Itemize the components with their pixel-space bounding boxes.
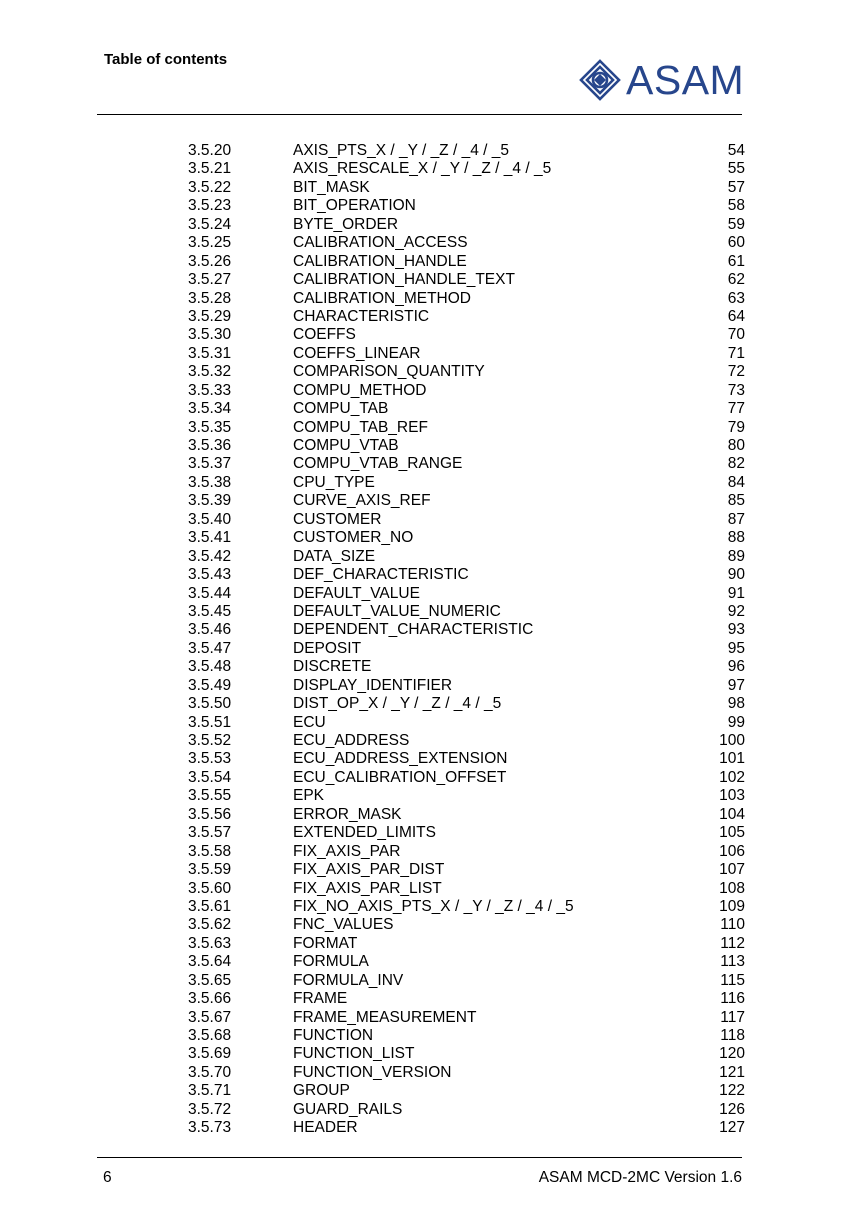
toc-section-number: 3.5.61: [188, 897, 232, 915]
toc-entry[interactable]: [188, 529, 745, 547]
toc-section-title: FIX_AXIS_PAR_DIST: [293, 861, 445, 879]
toc-section-title: DISCRETE: [293, 658, 372, 676]
toc-entry[interactable]: [188, 271, 745, 289]
toc-entry[interactable]: [188, 160, 745, 178]
toc-section-number: 3.5.48: [188, 658, 232, 676]
toc-section-title: DISPLAY_IDENTIFIER: [293, 676, 453, 694]
toc-entry[interactable]: [188, 1009, 745, 1027]
toc-page-number: 87: [727, 510, 745, 528]
toc-section-title: ECU_ADDRESS_EXTENSION: [293, 750, 508, 768]
toc-page-number: 96: [727, 658, 745, 676]
toc-section-number: 3.5.35: [188, 418, 232, 436]
toc-section-number: 3.5.43: [188, 566, 232, 584]
toc-section-number: 3.5.46: [188, 621, 232, 639]
toc-section-title: GROUP: [293, 1082, 350, 1100]
toc-page-number: 58: [727, 197, 745, 215]
toc-section-number: 3.5.50: [188, 695, 232, 713]
toc-section-title: COMPU_TAB: [293, 400, 389, 418]
toc-entry[interactable]: [188, 308, 745, 326]
toc-entry[interactable]: [188, 1045, 745, 1063]
toc-section-title: CALIBRATION_HANDLE_TEXT: [293, 271, 515, 289]
toc-section-number: 3.5.45: [188, 602, 232, 620]
toc-page-number: 92: [727, 602, 745, 620]
toc-page-number: 118: [720, 1027, 745, 1044]
toc-section-number: 3.5.36: [188, 437, 232, 454]
toc-section-title: DATA_SIZE: [293, 547, 376, 565]
toc-section-title: FRAME: [293, 990, 348, 1008]
toc-entry[interactable]: [188, 400, 745, 418]
toc-entry[interactable]: [188, 326, 745, 344]
toc-section-number: 3.5.64: [188, 953, 232, 971]
toc-section-number: 3.5.72: [188, 1100, 232, 1118]
toc-section-number: 3.5.53: [188, 750, 232, 768]
toc-page-number: 70: [727, 326, 745, 344]
header-divider: [97, 114, 742, 115]
toc-page-number: 80: [727, 437, 745, 454]
toc-entry[interactable]: [188, 511, 745, 529]
toc-page-number: 98: [727, 695, 745, 713]
toc-entry[interactable]: [188, 714, 745, 732]
toc-entry[interactable]: [188, 880, 745, 898]
toc-page-number: 127: [719, 1119, 745, 1137]
toc-entry[interactable]: [188, 234, 745, 252]
toc-section-number: 3.5.20: [188, 142, 232, 159]
toc-section-number: 3.5.34: [188, 400, 232, 418]
toc-page-number: 95: [727, 639, 745, 657]
toc-entry[interactable]: [188, 677, 745, 695]
toc-entry[interactable]: [188, 769, 745, 787]
toc-page-number: 71: [727, 344, 745, 362]
toc-section-number: 3.5.24: [188, 215, 232, 233]
toc-page-number: 101: [719, 750, 745, 768]
toc-entry[interactable]: [188, 1119, 745, 1137]
toc-entry[interactable]: [188, 1082, 745, 1100]
toc-list: [188, 142, 745, 1138]
toc-section-number: 3.5.42: [188, 547, 232, 565]
toc-section-title: FIX_AXIS_PAR_LIST: [293, 879, 442, 897]
toc-page-number: 93: [727, 621, 745, 639]
toc-section-number: 3.5.32: [188, 363, 232, 381]
toc-page-number: 117: [720, 1008, 745, 1026]
toc-page-number: 116: [720, 990, 745, 1008]
toc-entry[interactable]: [188, 806, 745, 824]
toc-entry[interactable]: [188, 972, 745, 990]
page-header-title: Table of contents: [104, 51, 228, 68]
toc-section-number: 3.5.55: [188, 787, 232, 805]
toc-page-number: 55: [727, 160, 745, 178]
toc-entry[interactable]: [188, 179, 745, 197]
toc-section-title: GUARD_RAILS: [293, 1100, 403, 1118]
toc-section-title: ECU_CALIBRATION_OFFSET: [293, 768, 507, 786]
toc-section-title: COMPU_VTAB_RANGE: [293, 455, 463, 473]
toc-section-title: DEFAULT_VALUE: [293, 584, 420, 602]
logo-text: ASAM: [626, 57, 745, 103]
toc-entry[interactable]: [188, 548, 745, 566]
toc-section-number: 3.5.40: [188, 510, 232, 528]
toc-section-title: EPK: [293, 787, 325, 805]
toc-page-number: 61: [727, 252, 745, 270]
toc-page-number: 105: [719, 824, 745, 842]
toc-section-title: COMPU_TAB_REF: [293, 418, 428, 436]
toc-section-number: 3.5.51: [188, 713, 232, 731]
toc-section-title: BIT_OPERATION: [293, 197, 416, 215]
toc-section-number: 3.5.33: [188, 381, 232, 399]
toc-section-number: 3.5.37: [188, 455, 232, 473]
toc-entry[interactable]: [188, 621, 745, 639]
toc-section-title: DEFAULT_VALUE_NUMERIC: [293, 602, 501, 620]
toc-entry[interactable]: [188, 197, 745, 215]
toc-entry[interactable]: [188, 474, 745, 492]
toc-section-title: ECU_ADDRESS: [293, 732, 410, 749]
toc-section-title: CPU_TYPE: [293, 473, 375, 491]
toc-entry[interactable]: [188, 898, 745, 916]
toc-section-title: FUNCTION_LIST: [293, 1045, 415, 1063]
toc-entry[interactable]: [188, 216, 745, 234]
toc-section-number: 3.5.63: [188, 934, 232, 952]
toc-page-number: 77: [727, 400, 745, 418]
toc-section-number: 3.5.39: [188, 492, 232, 510]
toc-page-number: 109: [719, 897, 745, 915]
toc-section-title: AXIS_PTS_X / _Y / _Z / _4 / _5: [293, 142, 509, 159]
toc-section-title: COMPARISON_QUANTITY: [293, 363, 485, 381]
toc-section-number: 3.5.29: [188, 307, 232, 325]
toc-section-number: 3.5.21: [188, 160, 232, 178]
toc-section-title: FUNCTION: [293, 1027, 374, 1044]
toc-section-title: ERROR_MASK: [293, 805, 402, 823]
toc-section-title: FRAME_MEASUREMENT: [293, 1008, 477, 1026]
toc-page-number: 103: [719, 787, 745, 805]
toc-section-title: BYTE_ORDER: [293, 215, 399, 233]
toc-section-title: DEPOSIT: [293, 639, 362, 657]
toc-section-title: COMPU_METHOD: [293, 381, 427, 399]
toc-entry[interactable]: [188, 990, 745, 1008]
toc-section-title: FORMULA_INV: [293, 971, 404, 989]
toc-section-number: 3.5.52: [188, 732, 232, 749]
toc-section-title: CALIBRATION_HANDLE: [293, 252, 467, 270]
toc-page-number: 63: [727, 289, 745, 307]
toc-section-title: FIX_AXIS_PAR: [293, 842, 401, 860]
toc-section-title: CHARACTERISTIC: [293, 307, 430, 325]
toc-section-number: 3.5.73: [188, 1119, 232, 1137]
toc-section-number: 3.5.38: [188, 473, 232, 491]
toc-entry[interactable]: [188, 437, 745, 455]
toc-section-title: BIT_MASK: [293, 178, 370, 196]
toc-section-title: COEFFS: [293, 326, 356, 344]
toc-section-title: FORMAT: [293, 934, 358, 952]
toc-entry[interactable]: [188, 382, 745, 400]
toc-section-number: 3.5.47: [188, 639, 232, 657]
toc-section-title: AXIS_RESCALE_X / _Y / _Z / _4 / _5: [293, 160, 552, 178]
toc-entry[interactable]: [188, 843, 745, 861]
toc-section-number: 3.5.25: [188, 234, 232, 252]
toc-page-number: 90: [727, 566, 745, 584]
footer-page-number: 6: [103, 1169, 112, 1186]
toc-section-title: FNC_VALUES: [293, 916, 394, 934]
toc-entry[interactable]: [188, 603, 745, 621]
toc-section-title: FUNCTION_VERSION: [293, 1063, 452, 1081]
toc-section-title: EXTENDED_LIMITS: [293, 824, 436, 842]
toc-page-number: 122: [719, 1082, 745, 1100]
toc-page-number: 113: [720, 953, 745, 971]
toc-section-number: 3.5.70: [188, 1063, 232, 1081]
toc-entry[interactable]: [188, 1101, 745, 1119]
toc-entry[interactable]: [188, 290, 745, 308]
toc-page-number: 54: [727, 142, 745, 159]
toc-page-number: 107: [719, 861, 745, 879]
toc-entry[interactable]: [188, 824, 745, 842]
toc-section-number: 3.5.23: [188, 197, 232, 215]
toc-entry[interactable]: [188, 640, 745, 658]
toc-entry[interactable]: [188, 953, 745, 971]
toc-page-number: 82: [727, 455, 745, 473]
toc-section-title: FORMULA: [293, 953, 369, 971]
toc-entry[interactable]: [188, 732, 745, 750]
toc-section-title: COEFFS_LINEAR: [293, 344, 421, 362]
toc-section-title: FIX_NO_AXIS_PTS_X / _Y / _Z / _4 / _5: [293, 897, 574, 915]
footer-document-title: ASAM MCD-2MC Version 1.6: [538, 1169, 742, 1186]
toc-section-number: 3.5.30: [188, 326, 232, 344]
toc-page-number: 100: [719, 732, 745, 749]
asam-logo: [578, 58, 744, 102]
toc-page-number: 115: [720, 971, 745, 989]
toc-section-number: 3.5.69: [188, 1045, 232, 1063]
toc-page-number: 104: [719, 805, 745, 823]
toc-section-number: 3.5.59: [188, 861, 232, 879]
toc-entry[interactable]: [188, 419, 745, 437]
toc-entry[interactable]: [188, 363, 745, 381]
toc-entry[interactable]: [188, 492, 745, 510]
toc-section-number: 3.5.22: [188, 178, 232, 196]
toc-entry[interactable]: [188, 658, 745, 676]
toc-page-number: 73: [727, 381, 745, 399]
toc-page-number: 89: [727, 547, 745, 565]
toc-entry[interactable]: [188, 345, 745, 363]
toc-page-number: 112: [720, 934, 745, 952]
toc-section-number: 3.5.56: [188, 805, 232, 823]
toc-section-number: 3.5.27: [188, 271, 232, 289]
toc-section-title: DEF_CHARACTERISTIC: [293, 566, 469, 584]
toc-page-number: 97: [727, 676, 745, 694]
toc-page-number: 88: [727, 529, 745, 547]
toc-page-number: 72: [727, 363, 745, 381]
toc-section-title: CUSTOMER: [293, 510, 382, 528]
toc-page-number: 110: [720, 916, 745, 934]
toc-page-number: 106: [719, 842, 745, 860]
toc-section-title: CALIBRATION_ACCESS: [293, 234, 468, 252]
toc-entry[interactable]: [188, 455, 745, 473]
toc-entry[interactable]: [188, 585, 745, 603]
toc-entry[interactable]: [188, 142, 745, 160]
toc-section-number: 3.5.68: [188, 1027, 232, 1044]
toc-page-number: 99: [727, 713, 745, 731]
toc-page-number: 121: [719, 1063, 745, 1081]
footer-divider: [97, 1157, 742, 1158]
toc-section-title: COMPU_VTAB: [293, 437, 399, 454]
toc-page-number: 60: [727, 234, 745, 252]
toc-section-number: 3.5.66: [188, 990, 232, 1008]
toc-entry[interactable]: [188, 787, 745, 805]
toc-section-number: 3.5.26: [188, 252, 232, 270]
toc-section-number: 3.5.31: [188, 344, 232, 362]
toc-page-number: 79: [727, 418, 745, 436]
toc-page-number: 84: [727, 473, 745, 491]
toc-entry[interactable]: [188, 861, 745, 879]
toc-section-number: 3.5.62: [188, 916, 232, 934]
toc-section-number: 3.5.54: [188, 768, 232, 786]
toc-section-title: DIST_OP_X / _Y / _Z / _4 / _5: [293, 695, 502, 713]
toc-section-title: CURVE_AXIS_REF: [293, 492, 431, 510]
toc-entry[interactable]: [188, 1027, 745, 1045]
toc-section-title: DEPENDENT_CHARACTERISTIC: [293, 621, 534, 639]
toc-section-number: 3.5.67: [188, 1008, 232, 1026]
toc-entry[interactable]: [188, 935, 745, 953]
toc-section-number: 3.5.57: [188, 824, 232, 842]
toc-entry[interactable]: [188, 695, 745, 713]
toc-entry[interactable]: [188, 916, 745, 934]
toc-section-number: 3.5.65: [188, 971, 232, 989]
toc-section-number: 3.5.41: [188, 529, 232, 547]
toc-section-number: 3.5.49: [188, 676, 232, 694]
toc-page-number: 126: [719, 1100, 745, 1118]
toc-section-number: 3.5.28: [188, 289, 232, 307]
toc-section-title: ECU: [293, 713, 326, 731]
toc-section-number: 3.5.60: [188, 879, 232, 897]
toc-section-number: 3.5.58: [188, 842, 232, 860]
toc-page-number: 62: [727, 271, 745, 289]
toc-section-title: HEADER: [293, 1119, 358, 1137]
toc-entry[interactable]: [188, 566, 745, 584]
asam-logo-icon: [578, 58, 622, 102]
toc-section-title: CUSTOMER_NO: [293, 529, 414, 547]
toc-page-number: 64: [727, 307, 745, 325]
toc-page-number: 57: [727, 178, 745, 196]
toc-entry[interactable]: [188, 1064, 745, 1082]
toc-page-number: 91: [727, 584, 745, 602]
toc-section-number: 3.5.44: [188, 584, 232, 602]
toc-page-number: 85: [727, 492, 745, 510]
toc-page-number: 59: [727, 215, 745, 233]
toc-page-number: 108: [719, 879, 745, 897]
toc-page-number: 102: [719, 768, 745, 786]
toc-section-number: 3.5.71: [188, 1082, 232, 1100]
toc-entry[interactable]: [188, 253, 745, 271]
toc-entry[interactable]: [188, 750, 745, 768]
toc-page-number: 120: [719, 1045, 745, 1063]
toc-section-title: CALIBRATION_METHOD: [293, 289, 471, 307]
